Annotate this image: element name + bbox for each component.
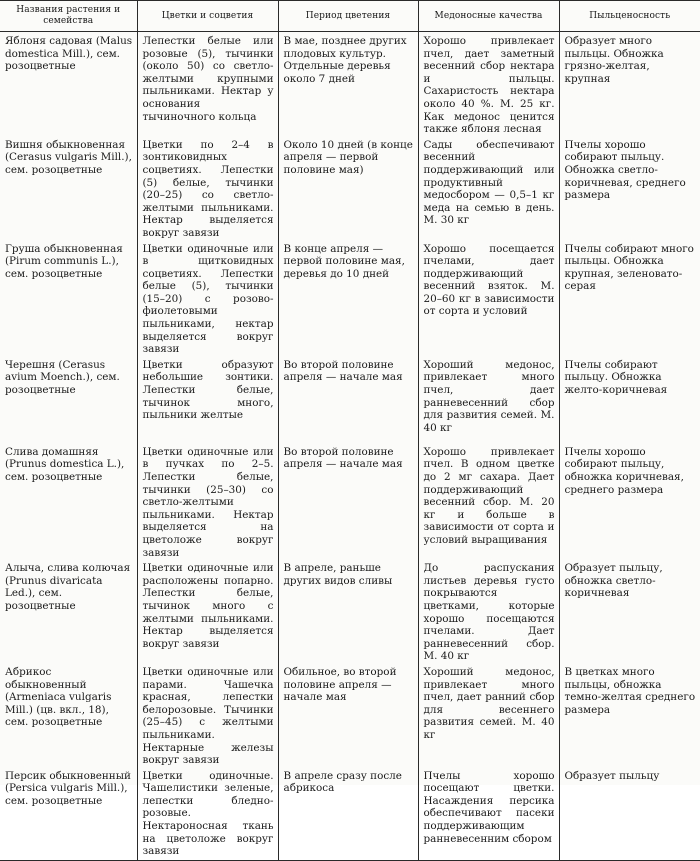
cell-honey-qualities: Хорошо привлекает пчел. В одном цветке до 2 мг сахара. Дает поддерживающий весенний сбор. М. 20 кг и больше в зависимости от сорта и условий выращивания [418, 443, 559, 559]
cell-period: Во второй половине апреля — начале мая [278, 356, 418, 443]
table-row [0, 663, 700, 767]
cell-plant-name: Абрикос обыкновенный (Armeniaca vulgaris Mill.) (цв. вкл., 18), сем. розоцветные [0, 663, 137, 767]
cell-period: В апреле сразу после абрикоса [278, 767, 418, 861]
cell-honey-qualities: До распускания листьев деревья густо покрываются цветками, которые хорошо посещаются пчелами. Дает ранневесенний сбор. М. 40 кг [418, 559, 559, 663]
cell-plant-name: Яблоня садовая (Malus domestica Mill.), сем. розоцветные [0, 32, 137, 136]
table-row [0, 559, 700, 663]
cell-pollen: Образует много пыльцы. Обножка грязно-желтая, крупная [559, 32, 700, 136]
header-period: Период цветения [278, 1, 418, 32]
cell-flowers: Цветки одиночные или расположены попарно. Лепестки белые, тычинок много с желтыми пыльниками. Нектар выделяется вокруг завязи [137, 559, 278, 663]
header-honey-qualities: Медоносные качества [418, 1, 559, 32]
cell-period: В конце апреля — первой половине мая, деревья до 10 дней [278, 240, 418, 356]
cell-flowers: Цветки одиночные или в щитковидных соцветиях. Лепестки белые (5), тычинки (15–20) с розово-фиолетовыми пыльниками, нектар выделяется вокруг завязи [137, 240, 278, 356]
cell-honey-qualities: Сады обеспечивают весенний поддерживающий или продуктивный медосбором — 0,5–1 кг меда на семью в день. М. 30 кг [418, 136, 559, 240]
table-row [0, 356, 700, 443]
cell-flowers: Цветки одиночные. Чашелистики зеленые, лепестки бледно-розовые. Нектароносная ткань на цветоложе вокруг завязи [137, 767, 278, 861]
cell-pollen: В цветках много пыльцы, обножка темно-желтая среднего размера [559, 663, 700, 767]
header-plant-name: Названия растения и семейства [0, 1, 137, 32]
cell-flowers: Лепестки белые или розовые (5), тычинки (около 50) со светло-желтыми крупными пыльниками. Нектар у основания тычиночного кольца [137, 32, 278, 136]
cell-honey-qualities: Хороший медонос, привлекает много пчел, дает ранневесенний сбор для развития семей. М. 40 кг [418, 356, 559, 443]
cell-period: Около 10 дней (в конце апреля — первой половине мая) [278, 136, 418, 240]
cell-pollen: Пчелы собирают пыльцу. Обножка желто-коричневая [559, 356, 700, 443]
cell-honey-qualities: Хороший медонос, привлекает много пчел, дает ранний сбор для весеннего развития семей. М. 40 кг [418, 663, 559, 767]
cell-period: В мае, позднее других плодовых культур. Отдельные деревья около 7 дней [278, 32, 418, 136]
cell-period: В апреле, раньше других видов сливы [278, 559, 418, 663]
table-row [0, 443, 700, 559]
cell-pollen: Пчелы собирают много пыльцы. Обножка крупная, зеленовато-серая [559, 240, 700, 356]
cell-honey-qualities: Хорошо привлекает пчел, дает заметный весенний сбор нектара и пыльцы. Сахаристость нектара около 40 %. М. 25 кг. Как медонос ценится также яблоня лесная [418, 32, 559, 136]
cell-flowers: Цветки образуют небольшие зонтики. Лепестки белые, тычинок много, пыльники желтые [137, 356, 278, 443]
cell-plant-name: Слива домашняя (Prunus domestica L.), сем. розоцветные [0, 443, 137, 559]
cell-honey-qualities: Хорошо посещается пчелами, дает поддерживающий весенний взяток. М. 20–60 кг в зависимости от сорта и условий [418, 240, 559, 356]
cell-plant-name: Алыча, слива колючая (Prunus divaricata Led.), сем. розоцветные [0, 559, 137, 663]
cell-pollen: Пчелы хорошо собирают пыльцу. Обножка светло-коричневая, среднего размера [559, 136, 700, 240]
cell-honey-qualities: Пчелы хорошо посещают цветки. Насаждения персика обеспечивают пасеки поддерживающим ранневесенним сбором [418, 767, 559, 861]
cell-plant-name: Груша обыкновенная (Pirum communis L.), сем. розоцветные [0, 240, 137, 356]
cell-plant-name: Вишня обыкновенная (Cerasus vulgaris Mill.), сем. розоцветные [0, 136, 137, 240]
table-row [0, 767, 700, 861]
cell-flowers: Цветки одиночные или парами. Чашечка красная, лепестки белорозовые. Тычинки (25–45) с желтыми пыльниками. Нектарные железы вокруг завязи [137, 663, 278, 767]
table-row [0, 240, 700, 356]
cell-flowers: Цветки по 2–4 в зонтиковидных соцветиях. Лепестки (5) белые, тычинки (20–25) со светло-желтыми пыльниками. Нектар выделяется вокруг завязи [137, 136, 278, 240]
cell-pollen: Образует пыльцу [559, 767, 700, 861]
table-row [0, 32, 700, 136]
cell-plant-name: Черешня (Cerasus avium Moench.), сем. розоцветные [0, 356, 137, 443]
table-header-row [0, 1, 700, 32]
header-flowers: Цветки и соцветия [137, 1, 278, 32]
cell-plant-name: Персик обыкновенный (Persica vulgaris Mill.), сем. розоцветные [0, 767, 137, 861]
cell-flowers: Цветки одиночные или в пучках по 2–5. Лепестки белые, тычинки (25–30) со светло-желтыми пыльниками. Нектар выделяется на цветоложе вокруг завязи [137, 443, 278, 559]
cell-pollen: Пчелы хорошо собирают пыльцу, обножка коричневая, среднего размера [559, 443, 700, 559]
cell-pollen: Образует пыльцу, обножка светло-коричневая [559, 559, 700, 663]
table-row [0, 136, 700, 240]
cell-period: Во второй половине апреля — начале мая [278, 443, 418, 559]
cell-period: Обильное, во второй половине апреля — начале мая [278, 663, 418, 767]
header-pollen: Пыльценосность [559, 1, 700, 32]
